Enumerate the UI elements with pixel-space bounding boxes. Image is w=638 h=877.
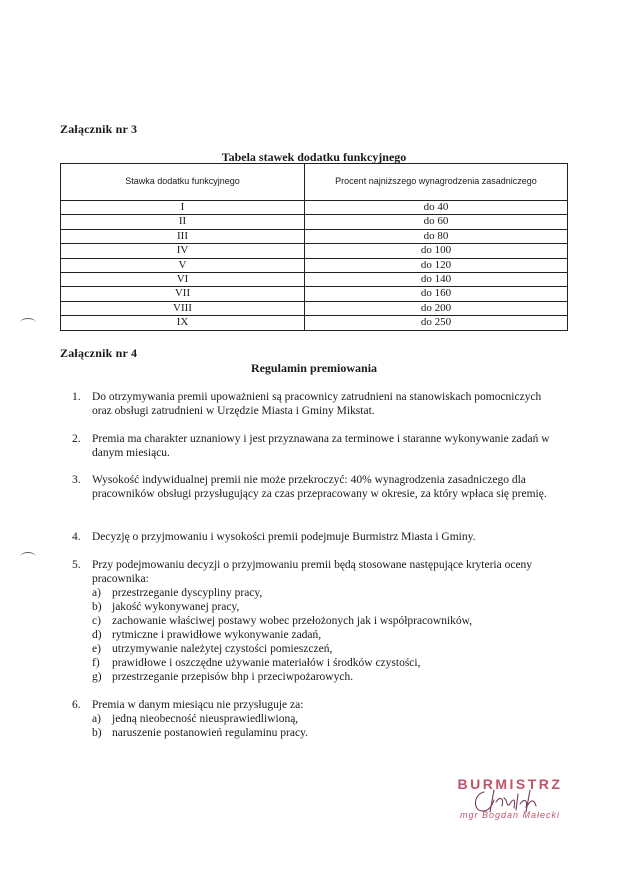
- sublist-letter: d): [92, 629, 102, 641]
- sublist-text: prawidłowe i oszczędne używanie materiałów i środków czystości,: [112, 657, 421, 669]
- table-header-row: [61, 164, 568, 201]
- item-text: Premia w danym miesiącu nie przysługuje za:: [92, 699, 304, 711]
- sublist-letter: b): [92, 601, 102, 613]
- sublist-item: [92, 712, 562, 726]
- table-row: [61, 287, 568, 301]
- sublist-item: [92, 656, 562, 670]
- item-text: Premia ma charakter uznaniowy i jest przyznawana za terminowe i staranne wykonywanie zadań w danym miesiącu.: [92, 433, 550, 459]
- item-number: 3.: [72, 474, 81, 486]
- table-row: [61, 201, 568, 215]
- sublist-letter: a): [92, 713, 101, 725]
- table-cell: do 100: [305, 244, 568, 258]
- criteria-sublist: [92, 586, 562, 684]
- table-cell: V: [61, 258, 305, 272]
- table-cell: I: [61, 201, 305, 215]
- table-cell: II: [61, 215, 305, 229]
- exclusions-sublist: [92, 712, 562, 740]
- table-title: Tabela stawek dodatku funkcyjnego: [221, 150, 407, 164]
- table-cell: VI: [61, 273, 305, 287]
- sublist-text: zachowanie właściwej postawy wobec przełożonych jak i współpracowników,: [112, 615, 473, 627]
- sublist-text: jedną nieobecność nieusprawiedliwioną,: [112, 713, 299, 725]
- table-cell: do 160: [305, 287, 568, 301]
- item-number: 5.: [72, 559, 81, 571]
- list-item: [72, 558, 562, 684]
- item-number: 1.: [72, 391, 81, 403]
- sublist-text: przestrzeganie przepisów bhp i przeciwpożarowych.: [112, 671, 354, 683]
- list-item: [72, 390, 562, 418]
- table-cell: VIII: [61, 301, 305, 315]
- sublist-letter: c): [92, 615, 101, 627]
- list-item: [72, 432, 562, 460]
- list-item: [72, 698, 562, 740]
- annex-4-heading: Załącznik nr 4: [60, 346, 138, 360]
- sublist-item: [92, 670, 562, 684]
- stamp-name: mgr Bogdan Małecki: [459, 810, 561, 820]
- item-number: 4.: [72, 531, 81, 543]
- table-row: [61, 301, 568, 315]
- sublist-text: rytmiczne i prawidłowe wykonywanie zadań,: [112, 629, 322, 641]
- margin-punch-mark: [20, 552, 36, 561]
- table-cell: do 40: [305, 201, 568, 215]
- sublist-text: naruszenie postanowień regulaminu pracy.: [112, 727, 308, 739]
- list-item: [72, 473, 562, 501]
- sublist-letter: g): [92, 671, 102, 683]
- sublist-item: [92, 628, 562, 642]
- sublist-letter: f): [92, 657, 100, 669]
- sublist-item: [92, 614, 562, 628]
- table-row: [61, 244, 568, 258]
- sublist-letter: b): [92, 727, 102, 739]
- table-cell: do 200: [305, 301, 568, 315]
- item-number: 2.: [72, 433, 81, 445]
- sublist-text: utrzymywanie należytej czystości pomieszczeń,: [112, 643, 333, 655]
- sublist-letter: a): [92, 587, 101, 599]
- table-row: [61, 258, 568, 272]
- table-cell: do 80: [305, 229, 568, 243]
- column-header-rate: Stawka dodatku funkcyjnego: [61, 164, 305, 201]
- rates-table: [60, 163, 568, 331]
- sublist-item: [92, 726, 562, 740]
- stamp-title: BURMISTRZ: [457, 776, 563, 792]
- handwritten-signature: [470, 786, 550, 816]
- margin-punch-mark: [20, 318, 36, 327]
- list-item: [72, 530, 562, 544]
- sublist-item: [92, 642, 562, 656]
- table-cell: do 250: [305, 316, 568, 330]
- table-cell: do 140: [305, 273, 568, 287]
- sublist-item: [92, 586, 562, 600]
- sublist-text: przestrzeganie dyscypliny pracy,: [112, 587, 263, 599]
- sublist-item: [92, 600, 562, 614]
- table-cell: do 120: [305, 258, 568, 272]
- item-text: Przy podejmowaniu decyzji o przyjmowaniu premii będą stosowane następujące kryteria oceny pracownika:: [92, 559, 533, 585]
- item-text: Decyzję o przyjmowaniu i wysokości premii podejmuje Burmistrz Miasta i Gminy.: [92, 531, 476, 543]
- table-cell: III: [61, 229, 305, 243]
- table-cell: IV: [61, 244, 305, 258]
- table-cell: IX: [61, 316, 305, 330]
- annex-3-heading: Załącznik nr 3: [60, 122, 138, 136]
- table-cell: VII: [61, 287, 305, 301]
- item-number: 6.: [72, 699, 81, 711]
- table-cell: do 60: [305, 215, 568, 229]
- item-text: Wysokość indywidualnej premii nie może przekroczyć: 40% wynagrodzenia zasadniczego dla pracowników obsługi przysługujący za czas przepracowany w okresie, za który wpłaca się premię.: [92, 474, 547, 500]
- column-header-percent: Procent najniższego wynagrodzenia zasadniczego: [305, 164, 568, 201]
- sublist-text: jakość wykonywanej pracy,: [112, 601, 240, 613]
- sublist-letter: e): [92, 643, 101, 655]
- table-row: [61, 273, 568, 287]
- table-row: [61, 316, 568, 330]
- table-row: [61, 229, 568, 243]
- regulations-title: Regulamin premiowania: [250, 361, 378, 375]
- item-text: Do otrzymywania premii upoważnieni są pracownicy zatrudnieni na stanowiskach pomocniczych oraz obsługi zatrudnieni w Urzędzie Miasta i Gminy Mikstat.: [92, 391, 542, 417]
- table-row: [61, 215, 568, 229]
